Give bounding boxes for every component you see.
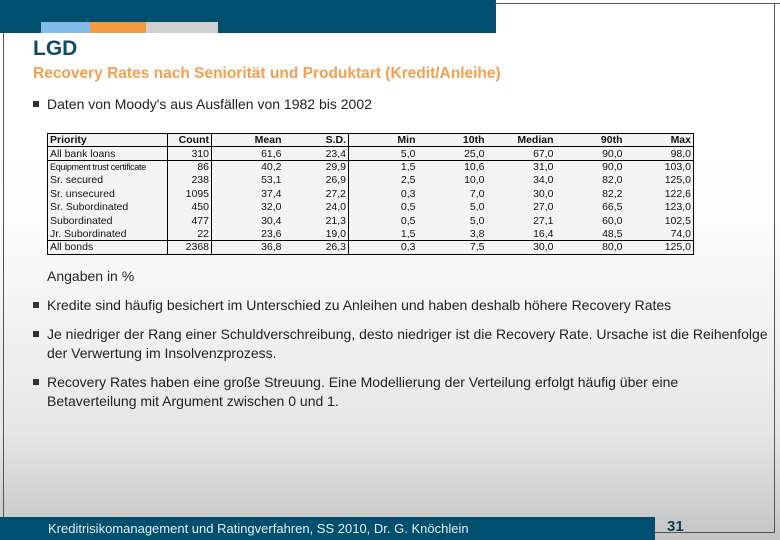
table-cell: 23,6 (212, 227, 284, 240)
col-header: Count (168, 134, 212, 147)
table-cell: 103,0 (664, 161, 691, 174)
table-cell: 125,0 (664, 241, 691, 254)
table-row (48, 187, 694, 200)
bullet-item: Recovery Rates haben eine große Streuung. Eine Modellierung der Verteilung erfolgt häufig über eine Betaverteilung mit Argument zwischen 0 und 1. (33, 373, 768, 411)
table-cell: 61,6 (212, 147, 284, 160)
table-cell: 450 (168, 200, 212, 213)
table-cell: 27,0 (533, 201, 554, 214)
page-number: 31 (667, 518, 684, 535)
col-header: Mean (254, 134, 282, 147)
table-row (48, 160, 694, 173)
table-cell: 5,0 (469, 201, 485, 214)
row-label: All bank loans (48, 147, 168, 160)
table-cell: 22 (168, 227, 212, 240)
table-cell: 30,0 (533, 241, 554, 254)
table-cell: 7,0 (469, 187, 485, 200)
col-header: Median (517, 134, 554, 147)
table-cell: 25,0 (418, 147, 487, 160)
recovery-table (47, 133, 694, 255)
col-header: 10th (462, 134, 485, 147)
table-cell: 0,3 (400, 241, 416, 254)
table-cell: 82,2 (602, 187, 623, 200)
table-cell: 80,0 (602, 241, 623, 254)
slide-subtitle: Recovery Rates nach Seniorität und Produktart (Kredit/Anleihe) (33, 65, 501, 82)
table-row (48, 227, 694, 240)
table-cell: 3,8 (418, 227, 487, 240)
table-row (48, 174, 694, 187)
col-header: Priority (48, 134, 168, 147)
bullet-icon (33, 331, 39, 337)
table-cell: 40,2 (261, 161, 282, 174)
table-cell: 1095 (168, 187, 212, 200)
table-row (48, 241, 694, 254)
table-cell: 26,9 (284, 174, 349, 187)
row-label: Sr. secured (48, 174, 168, 187)
table-cell: 7,5 (469, 241, 485, 254)
row-label: Equipment trust certificate (48, 160, 168, 173)
table-row (48, 147, 694, 160)
col-header: S.D. (284, 134, 349, 147)
table-cell: 67,0 (487, 147, 556, 160)
col-header: Min (397, 134, 416, 147)
table-cell: 31,0 (533, 161, 554, 174)
table-cell: 86 (168, 160, 212, 173)
table-cell: 21,3 (284, 214, 349, 227)
row-label: All bonds (48, 241, 168, 254)
table-cell: 37,4 (261, 187, 282, 200)
table-cell: 26,3 (284, 241, 349, 254)
table-cell: 0,3 (400, 187, 416, 200)
table-cell: 1,5 (400, 161, 416, 174)
table-cell: 27,2 (284, 187, 349, 200)
bullet-item: Kredite sind häufig besichert im Unterschied zu Anleihen und haben deshalb höhere Recovery Rates (33, 296, 768, 315)
table-cell: 74,0 (625, 227, 694, 240)
footer-bar (0, 517, 655, 540)
table-cell: 0,5 (400, 201, 416, 214)
table-cell: 477 (168, 214, 212, 227)
row-label: Sr. Subordinated (48, 200, 168, 213)
table-cell: 123,0 (664, 201, 691, 214)
table-cell: 10,0 (464, 174, 485, 187)
col-header: Max (670, 134, 691, 147)
table-cell: 82,0 (602, 174, 623, 187)
table-cell: 60,0 (602, 214, 623, 227)
table-cell: 0,5 (400, 214, 416, 227)
table-cell: 10,6 (464, 161, 485, 174)
stripe-orange (90, 22, 146, 33)
divider (495, 3, 780, 4)
bullet-item: Je niedriger der Rang einer Schuldverschreibung, desto niedriger ist die Recovery Rate. Ursache ist die Reihenfolge der Verwertung im Insolvenzprozess. (33, 325, 768, 363)
table-row (48, 214, 694, 227)
divider (3, 33, 4, 523)
divider (774, 3, 775, 533)
bullet-icon (33, 101, 39, 107)
slide-title: LGD (33, 37, 78, 60)
units-note: Angaben in % (47, 268, 135, 284)
col-header: 90th (600, 134, 623, 147)
table-cell: 5,0 (349, 147, 418, 160)
bullet-icon (33, 302, 39, 308)
table-row (48, 200, 694, 213)
table-cell: 1,5 (349, 227, 418, 240)
table-cell: 32,0 (261, 201, 282, 214)
table-cell: 125,0 (664, 174, 691, 187)
table-cell: 5,0 (469, 214, 485, 227)
table-cell: 102,5 (664, 214, 691, 227)
table-cell: 36,8 (261, 241, 282, 254)
table-cell: 53,1 (261, 174, 282, 187)
row-label: Jr. Subordinated (48, 227, 168, 240)
footer-text: Kreditrisikomanagement und Ratingverfahren, SS 2010, Dr. G. Knöchlein (48, 521, 469, 536)
table-cell: 16,4 (487, 227, 556, 240)
stripe-blue (41, 22, 90, 33)
table-cell: 30,4 (261, 214, 282, 227)
bullet-source: Daten von Moody's aus Ausfällen von 1982 bis 2002 (33, 95, 768, 114)
bullet-icon (33, 379, 39, 385)
table-cell: 310 (168, 147, 212, 160)
table-cell: 238 (168, 174, 212, 187)
table-cell: 24,0 (284, 200, 349, 213)
table-cell: 122,6 (664, 187, 691, 200)
table-cell: 23,4 (284, 147, 349, 160)
table-cell: 90,0 (602, 161, 623, 174)
table-cell: 66,5 (602, 201, 623, 214)
stripe-gray (146, 22, 218, 33)
table-cell: 90,0 (556, 147, 625, 160)
table-cell: 48,5 (556, 227, 625, 240)
table-cell: 29,9 (284, 160, 349, 173)
table-cell: 34,0 (533, 174, 554, 187)
row-label: Sr. unsecured (48, 187, 168, 200)
table-cell: 2368 (168, 241, 212, 254)
table-cell: 27,1 (533, 214, 554, 227)
row-label: Subordinated (48, 214, 168, 227)
table-cell: 19,0 (284, 227, 349, 240)
table-cell: 30,0 (533, 187, 554, 200)
table-cell: 98,0 (625, 147, 694, 160)
table-cell: 2,5 (400, 174, 416, 187)
table-header-row (48, 134, 694, 147)
